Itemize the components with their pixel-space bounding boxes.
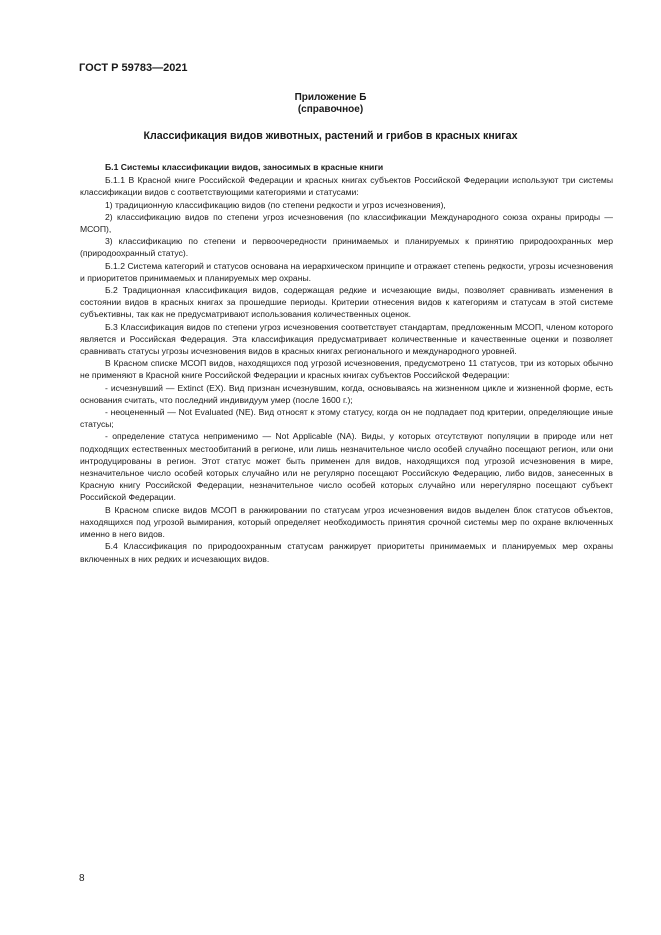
paragraph: - определение статуса неприменимо — Not Applicable (NA). Виды, у которых отсутствуют популяции в природе или нет подходящих естественных местообитаний в регионе, или лишь незначительное число особей случайно посещают регион, или они интродуцированы в регион. Этот статус может быть применен для видов, находящихся под угрозой исчезновения в мире, незначительное число особей которых случайно или не регулярно посещают Российскую Федерацию, либо видов, занесенных в Красную книгу Российской Федерации, незначительное число особей которых случайно или нерегулярно посещают субъект Российской Федерации. xyxy=(80,431,613,503)
section-heading: Б.1 Системы классификации видов, заносимых в красные книги xyxy=(105,162,384,172)
document-title: Классификация видов животных, растений и грибов в красных книгах xyxy=(143,130,518,142)
paragraph: - исчезнувший — Extinct (EX). Вид признан исчезнувшим, когда, основываясь на жизненном цикле и жизненной форме, есть основания считать, что последний индивидуум умер (после 1600 г.); xyxy=(80,382,613,405)
paragraph: Б.4 Классификация по природоохранным статусам ранжирует приоритеты принимаемых и планируемых мер охраны включенных в них редких и исчезающих видов. xyxy=(80,541,613,564)
appendix-title: Приложение Б xyxy=(294,92,367,103)
paragraph: Б.1.2 Система категорий и статусов основана на иерархическом принципе и отражает степень редкости, угрозы исчезновения и приоритетов принимаемых и планируемых мер охраны. xyxy=(80,260,613,283)
paragraph: Б.1.1 В Красной книге Российской Федерации и красных книгах субъектов Российской Федерации используют три системы классификации видов с соответствующими категориями и статусами: xyxy=(80,175,613,198)
appendix-subtitle: (справочное) xyxy=(297,104,364,115)
page-number: 8 xyxy=(79,873,85,884)
paragraph: 3) классификацию по степени и первоочередности принимаемых и планируемых к принятию природоохранных мер (природоохранный статус). xyxy=(80,236,613,259)
paragraph: Б.2 Традиционная классификация видов, содержащая редкие и исчезающие виды, позволяет сравнивать изменения в состоянии видов в красных книгах за прошедшие периоды. Критерии отнесения видов к категориям и статусам в этой системе субъективны, так как не предусматривают использования количественных оценок. xyxy=(80,285,613,320)
body-text xyxy=(80,161,613,565)
paragraph: 2) классификацию видов по степени угроз исчезновения (по классификации Международного союза охраны природы — МСОП), xyxy=(80,211,613,235)
paragraph: В Красном списке МСОП видов, находящихся под угрозой исчезновения, предусмотрено 11 статусов, три из которых обычно не применяют в Красной книге Российской Федерации и красных книгах субъектов Российской Федерации: xyxy=(80,358,613,381)
paragraph: Б.3 Классификация видов по степени угроз исчезновения соответствует стандартам, предложенным МСОП, членом которого является и Российская Федерация. Эта классификация предусматривает количественные и качественные оценки и позволяет сравнивать статусы угрозы исчезновения видов в красных книгах регионального и международного уровней. xyxy=(80,321,613,357)
paragraph: В Красном списке видов МСОП в ранжировании по статусам угроз исчезновения видов выделен блок статусов объектов, находящихся под угрозой вымирания, который определяет необходимость принятия срочной системы мер по охране включенных именно в него видов. xyxy=(80,504,613,540)
paragraph: - неоцененный — Not Evaluated (NE). Вид относят к этому статусу, когда он не подпадает под критерии, определяющие иные статусы; xyxy=(80,407,613,430)
document-code: ГОСТ Р 59783—2021 xyxy=(79,62,188,74)
paragraph: 1) традиционную классификацию видов (по степени редкости и угроз исчезновения), xyxy=(105,199,446,210)
